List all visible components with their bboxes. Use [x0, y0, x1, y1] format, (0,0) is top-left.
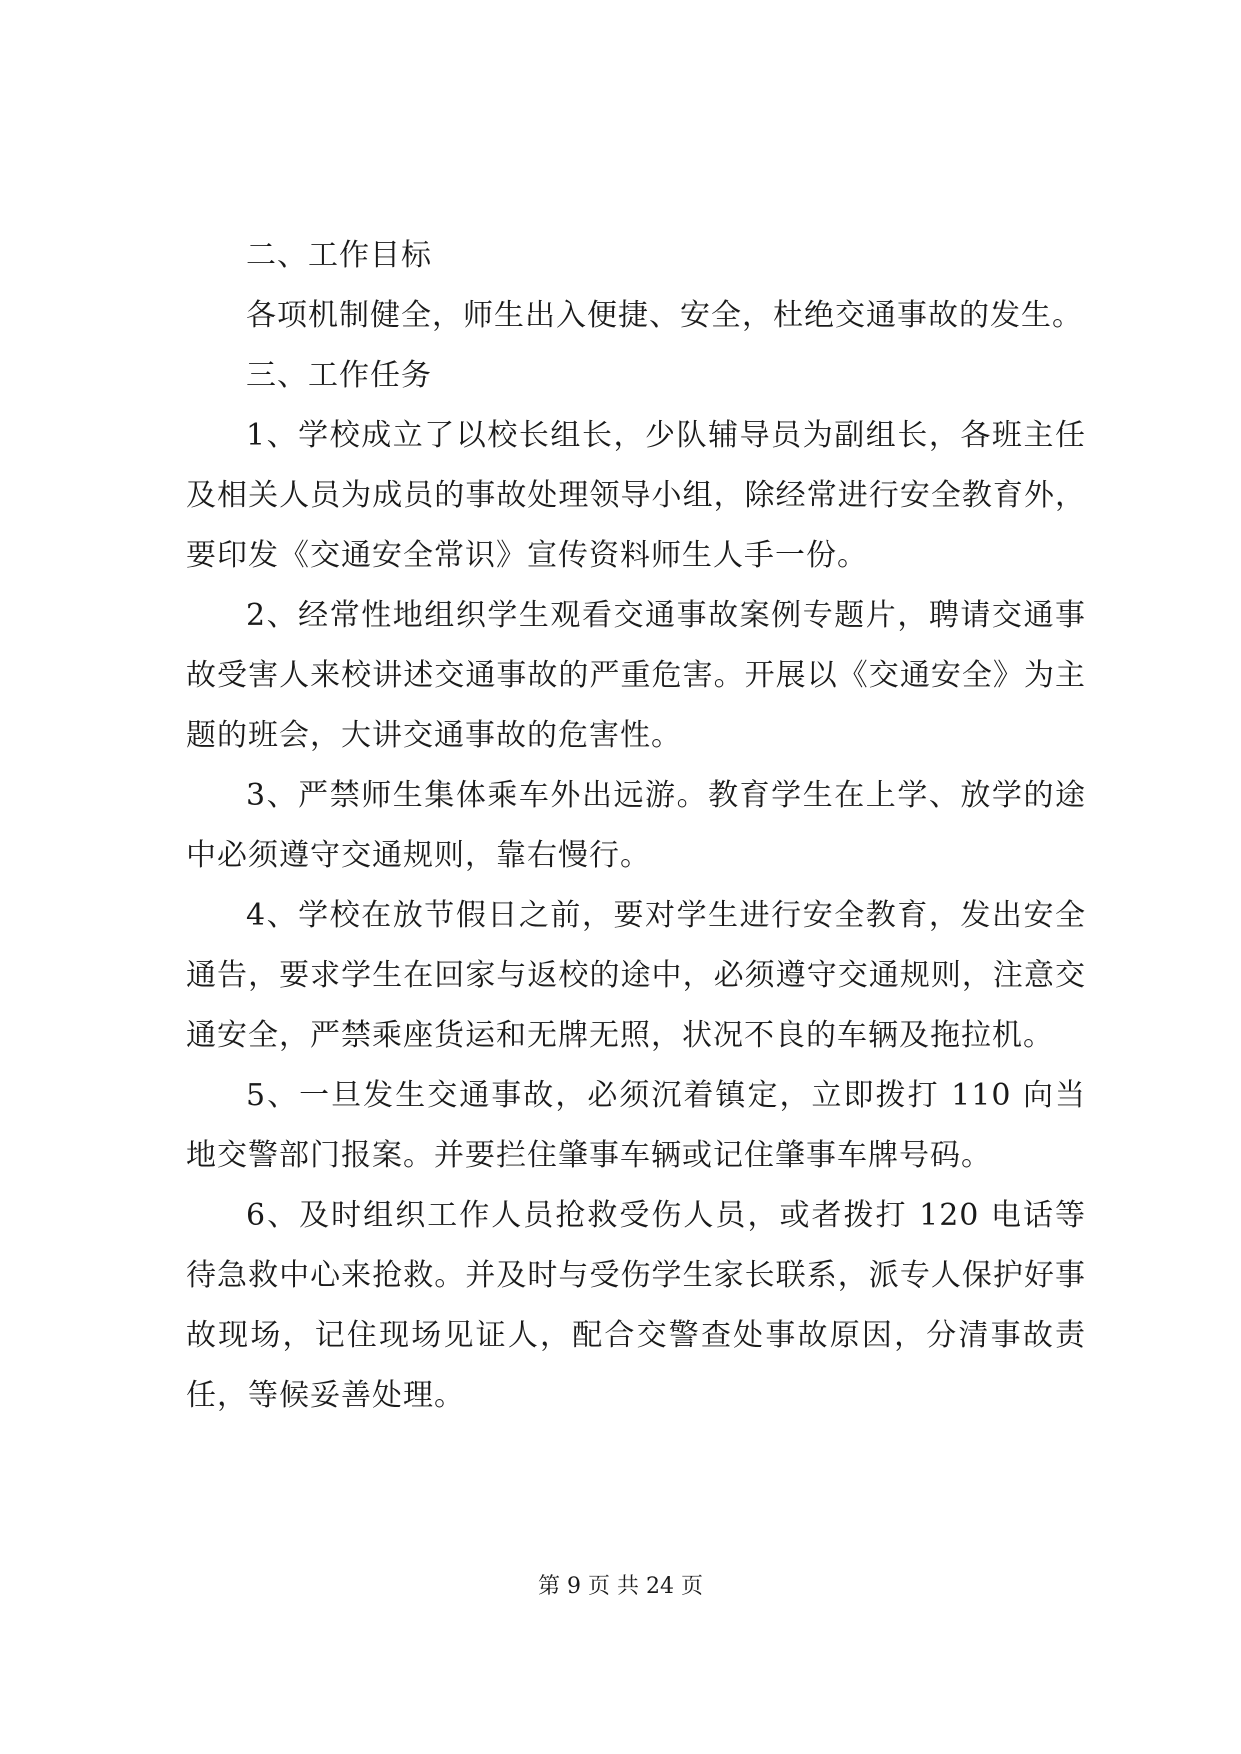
paragraph: 2、经常性地组织学生观看交通事故案例专题片，聘请交通事故受害人来校讲述交通事故的严重危害。开展以《交通安全》为主题的班会，大讲交通事故的危害性。 — [186, 598, 1086, 753]
paragraph: 4、学校在放节假日之前，要对学生进行安全教育，发出安全通告，要求学生在回家与返校的途中，必须遵守交通规则，注意交通安全，严禁乘座货运和无牌无照，状况不良的车辆及拖拉机。 — [186, 898, 1086, 1053]
paragraph: 3、严禁师生集体乘车外出远游。教育学生在上学、放学的途中必须遵守交通规则，靠右慢行。 — [186, 778, 1086, 873]
paragraph: 各项机制健全，师生出入便捷、安全，杜绝交通事故的发生。 — [246, 298, 1083, 333]
document-body — [186, 226, 1086, 1426]
section-heading-goals: 二、工作目标 — [246, 238, 432, 273]
paragraph: 5、一旦发生交通事故，必须沉着镇定，立即拨打 110 向当地交警部门报案。并要拦住肇事车辆或记住肇事车牌号码。 — [186, 1078, 1086, 1173]
paragraph: 6、及时组织工作人员抢救受伤人员，或者拨打 120 电话等待急救中心来抢救。并及时与受伤学生家长联系，派专人保护好事故现场，记住现场见证人，配合交警查处事故原因，分清事故责任，等候妥善处理。 — [186, 1198, 1086, 1413]
section-heading-tasks: 三、工作任务 — [246, 358, 432, 393]
page-number-footer: 第 9 页 共 24 页 — [538, 1574, 703, 1599]
paragraph: 1、学校成立了以校长组长，少队辅导员为副组长，各班主任及相关人员为成员的事故处理领导小组，除经常进行安全教育外，要印发《交通安全常识》宣传资料师生人手一份。 — [186, 418, 1086, 573]
